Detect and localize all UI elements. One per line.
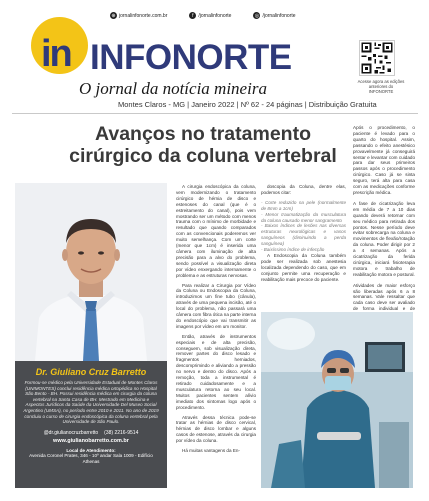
- right-paragraph: Após o procedimento, o paciente é levado para o quarto do hospital. Assim, passando o efeito anestésico provavelmente já conseguirá sentar e levantar com cuidado para dar seus primeiros passos após o procedimento cirúrgico. Caso já se sinta seguro, terá alta para casa com as medicações conforme prescrição médica.: [353, 125, 415, 195]
- globe-icon: ⊕: [111, 12, 116, 19]
- doctor-name: Dr. Giuliano Cruz Barretto: [35, 367, 147, 377]
- edition-info: Montes Claros - MG | Janeiro 2022 | Nº 62 - 24 páginas | Distribuição Gratuita: [118, 100, 377, 109]
- phone-number[interactable]: (38) 2216-9514: [104, 429, 139, 436]
- slogan: O jornal da notícia mineira: [79, 79, 267, 98]
- header-divider: [12, 113, 418, 114]
- masthead-links: [110, 12, 296, 19]
- instagram-text: /jornalinfonorte: [262, 12, 296, 19]
- article-paragraph: Então, através de instrumentos especiais e de alta precisão, conseguem, sob visualização direta, remover partes do disco lesado e fragmentos herniados, descomprimindo e aliviando a pressão no nervo e dentro do disco. Após a remoção, toda a instrumental é retirado cuidadosamente e a musculatura retorna ao seu local. Muitos pacientes sentem alívio imediato dos sintomas logo após o procedimento.: [176, 333, 256, 410]
- right-paragraph: Atividades de maior esforço são liberadas após 6 a 8 semanas. Vale ressaltar que cada caso deve ser avaliado de forma individual e de: [353, 282, 415, 312]
- doctor-contacts: [23, 430, 159, 436]
- benefit-item: - Baixíssimo índice de infecção: [261, 247, 325, 253]
- surgery-photo: [261, 312, 413, 488]
- facebook-text: /jornalinfonorte: [198, 12, 232, 19]
- instagram-icon: ◎: [254, 12, 260, 19]
- qr-code-icon[interactable]: [359, 40, 395, 76]
- article-right-column: [353, 125, 415, 323]
- article-paragraph: A cirurgia endoscópica da coluna, vem modernizando o tratamento cirúrgico de hérnia de disco e estenoses do canal (que é o estreitamento do canal), pois vem mostrando ser um método com menos trauma com o mínimo de morbidade e resultado que quando comparados com as convencionais poderemos ver muito semelhança. Com um corte (menor que 1cm) é inserida uma câmera com iluminação de alta precisão para a alvo do problema, sendo possível a visualização direta por vídeo enxergando internamente o problema e as estruturas nervosas.: [176, 184, 256, 278]
- article-paragraph: Através dessa técnica pode-se tratar as hérnias de disco cervical, hérnias de disco lombar e alguns casos de estenose, através da cirurgia por vídeo da coluna.: [176, 414, 256, 444]
- facebook-icon: f: [189, 12, 196, 19]
- article-column-2: [261, 184, 346, 287]
- website-link[interactable]: [110, 12, 167, 19]
- article-paragraph: A Endoscopia da Coluna também pode ser realizada sob anestesia localizada dependendo do caso, que em conjunto permite uma recuperação e reabilitação mais precoce do paciente.: [261, 252, 346, 282]
- benefit-item: - Corte reduzido na pele (normalmente de 8mm a 1cm): [261, 199, 346, 211]
- address-text: Avenida Coronel Prates, 346 - 10º andar Sala 1009 - Edifício Athenas: [29, 453, 153, 464]
- address-label: Local de Atendimento:: [66, 447, 116, 453]
- brand-name: INFONORTE: [90, 38, 292, 77]
- instagram-handle[interactable]: @dr.giulianocruzbarretto: [43, 429, 99, 436]
- facebook-link[interactable]: [189, 12, 231, 19]
- logo-mark: in: [41, 33, 71, 75]
- article-column-1: [176, 184, 256, 458]
- article-paragraph: doscopia da Coluna, dentre elas, podemos citar:: [261, 184, 346, 195]
- website-text: jornalinfonorte.com.br: [119, 12, 168, 19]
- doctor-address: [23, 448, 159, 465]
- instagram-link[interactable]: [253, 12, 295, 19]
- doctor-photo: [15, 183, 167, 361]
- benefit-item: - Baixos índices de lesões nas diversas estruturas neurológicas e vasos sanguíneos (diminuindo a perda sanguínea): [261, 223, 346, 247]
- doctor-description: Formou-se médico pela Universidade Estadual de Montes Claros (UNIMONTES) conclui residência médica ortopédica no Hospital São Bento - BH. Possui residência médica em cirurgia da coluna vertebral na Santa Casa de BH. Mestrado em Medicina e Aspectos Jurídicos da Saúde da Universidade Del Museo Social Argentino (UMSA), no período entre 2010 e 2011. No ano de 2019 concluiu o curso de cirurgia endoscópica da coluna vertebral pela Universidade de São Paulo.: [23, 380, 159, 425]
- doctor-bio: [15, 361, 167, 488]
- article-paragraph: Há muitas vantagens da En-: [182, 448, 240, 454]
- article-headline: Avanços no tratamento cirúrgico da coluna vertebral: [69, 123, 337, 167]
- qr-caption: Acesse agora as edições anteriores do INFONORTE: [357, 79, 405, 94]
- right-paragraph: A fase de cicatrização leva em média de 7 a 10 dias quando deverá retornar com seu médico para retirada dos pontos. Nesse período deve evitar sobrecarga na coluna e movimentos de flexão/rotação da coluna. Poder dirigir por 2 a 4 semanas. Após a cicatrização da ferida cirúrgica, iniciará fisioterapia motora e trabalho de reabilitação motora e postural.: [353, 200, 415, 277]
- benefit-item: - Menor traumatização da musculatura da coluna causado menor sangramento: [261, 211, 346, 223]
- article-paragraph: Para realizar a Cirurgia por Vídeo da Coluna ou Endoscopia da Coluna, introduzimos um fine tubo (cânula), através de uma pequena incisão, até o local do problema, não passará uma câmera com fibra ótica na parte interna do endoscópio que vai transmitir as imagens por vídeo em um monitor.: [176, 282, 256, 329]
- doctor-website[interactable]: www.giulianobarretto.com.br: [53, 437, 129, 444]
